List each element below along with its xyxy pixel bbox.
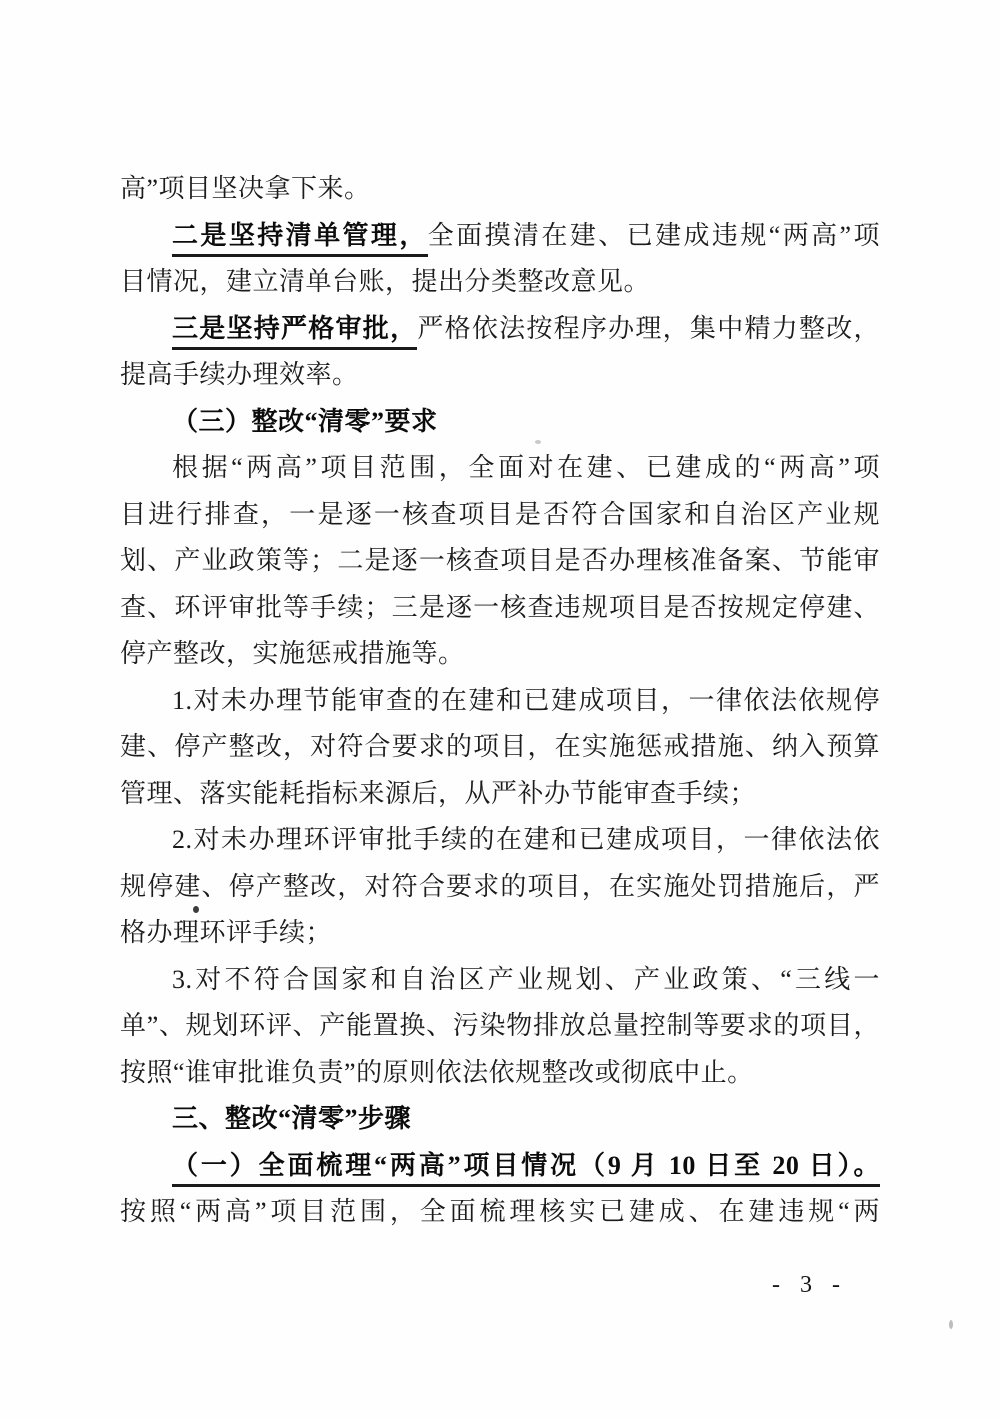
text-line xyxy=(120,306,880,353)
text-segment: 3.对不符合国家和自治区产业规划、产业政策、“三线一 xyxy=(172,964,880,994)
text-segment: 按照“谁审批谁负责”的原则依法依规整改或彻底中止。 xyxy=(120,1057,754,1087)
text-line xyxy=(120,957,880,1004)
text-segment: 按照“两高”项目范围，全面梳理核实已建成、在建违规“两 xyxy=(120,1197,880,1226)
text-segment: 严格依法按程序办理，集中精力整改， xyxy=(417,313,880,343)
text-segment: 查、环评审批等手续；三是逐一核查违规项目是否按规定停建、 xyxy=(120,592,880,622)
text-segment: 目进行排查，一是逐一核查项目是否符合国家和自治区产业规 xyxy=(120,499,880,529)
text-segment: 格办理环评手续； xyxy=(120,918,333,947)
text-line xyxy=(120,259,880,306)
text-line xyxy=(120,1003,880,1050)
text-line xyxy=(120,1189,880,1236)
text-segment: 建、停产整改，对符合要求的项目，在实施惩戒措施、纳入预算 xyxy=(120,732,880,761)
scan-speck xyxy=(949,1320,953,1329)
text-segment: 划、产业政策等；二是逐一核查项目是否办理核准备案、节能审 xyxy=(120,546,880,575)
text-segment: 停产整改，实施惩戒措施等。 xyxy=(120,639,465,668)
document-body xyxy=(120,166,880,1236)
text-line xyxy=(120,585,880,632)
text-line xyxy=(120,213,880,260)
text-segment: （三）整改“清零”要求 xyxy=(172,406,438,436)
text-segment: 2.对未办理环评审批手续的在建和已建成项目，一律依法依 xyxy=(172,825,880,854)
text-segment: 三、整改“清零”步骤 xyxy=(172,1104,412,1133)
text-line xyxy=(120,1143,880,1190)
text-line xyxy=(120,492,880,539)
heading-line xyxy=(120,399,880,446)
text-segment: 高”项目坚决拿下来。 xyxy=(120,174,371,203)
text-line xyxy=(120,1050,880,1097)
text-line xyxy=(120,910,880,957)
underlined-text-segment: 二是坚持清单管理， xyxy=(172,221,428,257)
text-line xyxy=(120,678,880,725)
text-line xyxy=(120,166,880,213)
text-segment: 规停建、停产整改，对符合要求的项目，在实施处罚措施后，严 xyxy=(120,871,880,901)
text-line xyxy=(120,538,880,585)
text-segment: 管理、落实能耗指标来源后，从严补办节能审查手续； xyxy=(120,778,757,808)
text-segment: 根据“两高”项目范围，全面对在建、已建成的“两高”项 xyxy=(172,453,880,482)
text-line xyxy=(120,817,880,864)
text-segment: 提高手续办理效率。 xyxy=(120,360,359,389)
text-segment: 单”、规划环评、产能置换、污染物排放总量控制等要求的项目， xyxy=(120,1011,880,1040)
text-segment: 1.对未办理节能审查的在建和已建成项目，一律依法依规停 xyxy=(172,685,880,715)
text-line xyxy=(120,631,880,678)
heading-line xyxy=(120,1096,880,1143)
text-segment: 目情况，建立清单台账，提出分类整改意见。 xyxy=(120,267,651,296)
text-line xyxy=(120,724,880,771)
scan-speck xyxy=(193,906,199,913)
text-line xyxy=(120,771,880,818)
scan-speck xyxy=(535,440,541,444)
text-line xyxy=(120,352,880,399)
underlined-text-segment: 三是坚持严格审批， xyxy=(172,314,417,350)
text-line xyxy=(120,445,880,492)
text-segment: 全面摸清在建、已建成违规“两高”项 xyxy=(427,220,880,250)
underlined-text-segment: （一）全面梳理“两高”项目情况（9 月 10 日至 20 日）。 xyxy=(172,1151,880,1187)
page-number: - 3 - xyxy=(772,1272,847,1298)
text-line xyxy=(120,864,880,911)
